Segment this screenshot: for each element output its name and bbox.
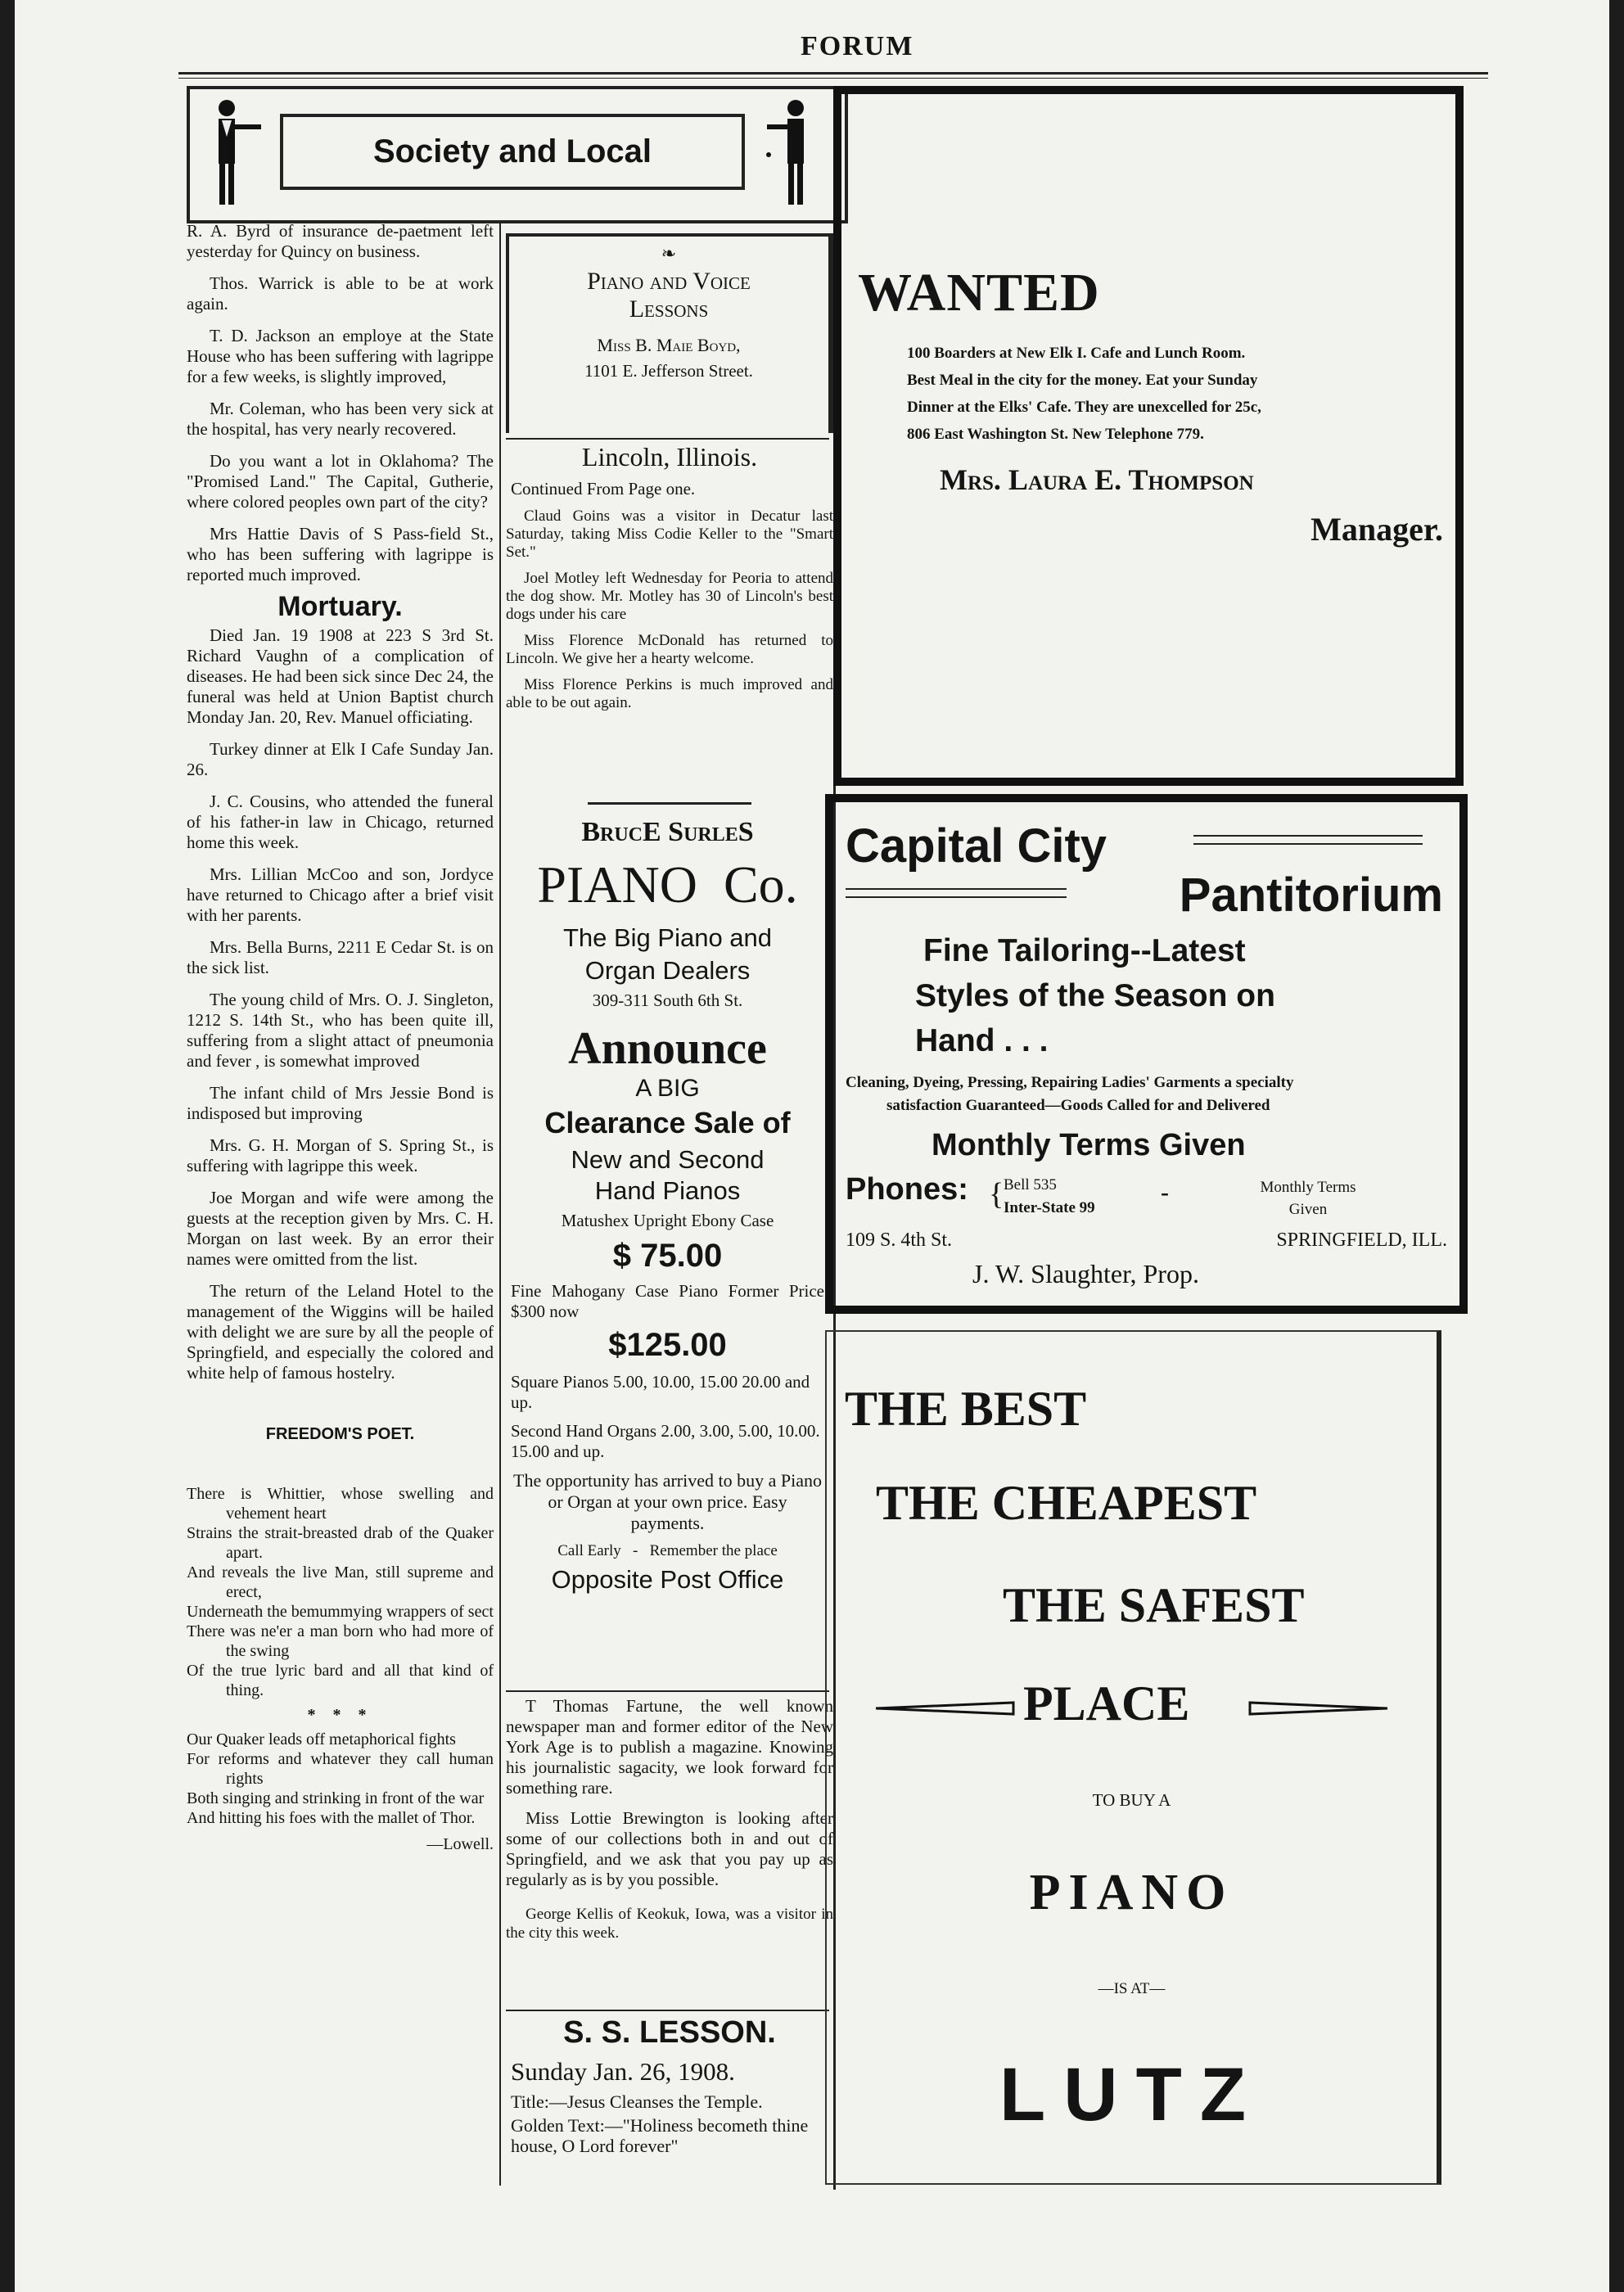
news-item: T. D. Jackson an employe at the State House who has been suffering with lagrippe for a few weeks, is slightly improved, [187,326,494,386]
wanted-heading: WANTED [858,263,1100,323]
rule [506,438,829,440]
cleaning-line: satisfaction Guaranteed—Goods Called for and Delivered [886,1097,1270,1114]
society-banner [187,86,848,223]
news-item: Joel Motley left Wednesday for Peoria to attend the dog show. Mr. Motley has 30 of Lincoln's best dogs under his care [506,570,833,623]
manager-name: Mrs. Laura E. Thompson [940,463,1254,496]
call-early: Call Early - Remember the place [557,1542,778,1559]
ss-lesson-golden-text: Golden Text:—"Holiness becometh thine house, O Lord forever" [511,2115,809,2156]
society-column [187,221,494,1854]
monthly-terms-small-1: Monthly Terms [1260,1179,1356,1196]
news-item: The young child of Mrs. O. J. Singleton, 1212 S. 14th St., who has been quite ill, suffering from a slight attact of pneumonia and fever , is somewhat improved [187,990,494,1071]
pantitorium-title-1: Capital City [846,819,1107,873]
waiter-left-icon [202,96,268,210]
new-second: New and Second [571,1145,765,1174]
newspaper-page [15,0,1609,2292]
rule [506,2010,829,2011]
poem-line: For reforms and whatever they call human rights [187,1750,494,1788]
news-item: Mrs. Lillian McCoo and son, Jordyce have returned to Chicago after a brief visit with her parents. [187,864,494,925]
rule [1193,843,1423,845]
dash: - [1161,1179,1169,1206]
to-buy-line: TO BUY A [1092,1790,1171,1810]
wanted-body [907,340,1261,448]
poem-line: There is Whittier, whose swelling and vehement heart [187,1485,494,1523]
pantitorium-address: 109 S. 4th St. [846,1229,953,1251]
wanted-line: 806 East Washington St. New Telephone 779. [907,426,1204,443]
cheapest-line: THE CHEAPEST [876,1476,1257,1530]
lincoln-column [506,442,833,712]
lessons-title: Lessons [629,296,709,323]
poem-line: Our Quaker leads off metaphorical fights [187,1730,456,1748]
ss-lesson [506,2015,833,2156]
ss-lesson-date: Sunday Jan. 26, 1908. [511,2057,735,2086]
news-item: Joe Morgan and wife were among the guests at the reception given by Mrs. C. H. Morgan on last week. By an error their names were omitted from the list. [187,1188,494,1269]
ss-lesson-title-line: Title:—Jesus Cleanses the Temple. [511,2091,763,2112]
company-name: PIANO Co. [537,855,798,914]
tailoring-line: Fine Tailoring--Latest [923,933,1246,968]
clearance-heading: Clearance Sale of [544,1106,791,1139]
safest-line: THE SAFEST [1003,1578,1305,1632]
news-item: Thos. Warrick is able to be at work again. [187,273,494,314]
news-item: Miss Florence Perkins is much improved and able to be out again. [506,676,833,711]
news-item: Mr. Coleman, who has been very sick at the hospital, has very nearly recovered. [187,399,494,439]
poem-line: Strains the strait-breasted drab of the Quaker apart. [187,1524,494,1562]
phones-label: Phones: [846,1172,968,1207]
wanted-line: Best Meal in the city for the money. Eat your Sunday [907,372,1258,389]
best-line: THE BEST [845,1382,1087,1436]
square-pianos: Square Pianos 5.00, 10.00, 15.00 20.00 and up. [511,1372,810,1412]
waiter-right-icon [759,96,824,210]
teacher-name: Miss B. Maie Boyd, [597,335,741,355]
monthly-terms-small-2: Given [1288,1201,1328,1218]
manager-title: Manager. [1310,511,1443,548]
ss-lesson-title: S. S. LESSON. [563,2015,776,2050]
rule [846,896,1067,898]
header-rule [178,72,1488,74]
news-item: Miss Lottie Brewington is looking after some of our collections both in and out of Springfield, and we ask that you pay up as regularly as is by you possible. [506,1808,833,1889]
news-item: The infant child of Mrs Jessie Bond is indisposed but improving [187,1083,494,1123]
poem [187,1484,494,1854]
teacher-address: 1101 E. Jefferson Street. [584,361,753,381]
rule [846,888,1067,890]
society-title: Society and Local [280,114,745,190]
mortuary-heading: Mortuary. [277,591,403,622]
dealer-name: BrucE SurleS [581,817,754,847]
price-125: $125.00 [608,1327,727,1363]
news-item: Died Jan. 19 1908 at 223 S 3rd St. Richard Vaughn of a complication of diseases. He had been sick since Dec 24, the funeral was held at Union Baptist church Monday Jan. 20, Rev. Manuel officiating. [187,625,494,727]
right-flourish-icon [1248,1696,1387,1721]
poem-line: Underneath the bemummying wrappers of sect [187,1603,494,1621]
ornament: ❧ [661,243,677,264]
tagline: Organ Dealers [584,956,751,985]
poem-separator: * * * [307,1706,373,1724]
proprietor: J. W. Slaughter, Prop. [972,1259,1199,1288]
monthly-terms-small [1230,1176,1386,1220]
pantitorium-city: SPRINGFIELD, ILL. [1276,1229,1447,1251]
piano-lessons-ad [506,233,833,433]
news-item: Turkey dinner at Elk I Cafe Sunday Jan. 26. [187,739,494,779]
poem-line: And hitting his foes with the mallet of Thor. [187,1809,476,1827]
news-item: Mrs Hattie Davis of S Pass-field St., who has been suffering with lagrippe is reported much improved. [187,524,494,584]
opportunity-text: The opportunity has arrived to buy a Piano or Organ at your own price. Easy payments. [513,1470,822,1533]
place-line: PLACE [1023,1676,1190,1730]
mahogany-line: Fine Mahogany Case Piano Former Price $300 now [511,1281,824,1321]
news-item: Mrs. G. H. Morgan of S. Spring St., is suffering with lagrippe this week. [187,1135,494,1175]
lessons-title: Piano and Voice [587,268,751,295]
wanted-line: 100 Boarders at New Elk I. Cafe and Lunch Room. [907,345,1246,362]
left-flourish-icon [876,1696,1015,1721]
poem-line: Of the true lyric bard and all that kind of thing. [187,1662,494,1699]
bell-phone: Bell 535 [1004,1176,1057,1193]
rule [588,802,751,805]
poem-signature: —Lowell. [426,1835,494,1853]
news-item: T Thomas Fartune, the well known newspaper man and former editor of the New York Age is to publish a magazine. Knowing his journalistic sagacity, we look forward for something rare. [506,1696,833,1798]
opposite-post-office: Opposite Post Office [551,1565,784,1594]
header-rule-thin [178,78,1488,79]
poem-line: There was ne'er a man born who had more of the swing [187,1622,494,1660]
news-item: R. A. Byrd of insurance de-paetment left yesterday for Quincy on business. [187,221,494,261]
news-item: J. C. Cousins, who attended the funeral of his father-in law in Chicago, returned home this week. [187,792,494,852]
news-item: Miss Florence McDonald has returned to Lincoln. We give her a hearty welcome. [506,632,833,667]
wanted-line: Dinner at the Elks' Cafe. They are unexcelled for 25c, [907,399,1261,416]
cleaning-line: Cleaning, Dyeing, Pressing, Repairing Ladies' Garments a specialty [846,1074,1294,1091]
matushex-line: Matushex Upright Ebony Case [561,1211,774,1230]
wanted-ad [833,86,1464,786]
column-divider [499,221,501,2186]
interstate-phone: Inter-State 99 [1004,1199,1095,1216]
poem-line: And reveals the live Man, still supreme and erect, [187,1563,494,1601]
masthead: FORUM [801,31,914,61]
news-item: Mrs. Bella Burns, 2211 E Cedar St. is on the sick list. [187,937,494,977]
hand-pianos: Hand Pianos [594,1176,741,1205]
pantitorium-title-2: Pantitorium [1179,869,1443,922]
news-item: George Kellis of Keokuk, Iowa, was a visitor in the city this week. [506,1906,833,1942]
tailoring-line: Hand . . . [915,1023,1049,1058]
second-hand-organs: Second Hand Organs 2.00, 3.00, 5.00, 10.00. 15.00 and up. [511,1421,820,1461]
continued-note: Continued From Page one. [511,479,696,499]
monthly-terms-heading: Monthly Terms Given [932,1128,1246,1162]
misc-news [506,1696,833,1942]
brace: { [989,1177,1004,1211]
pantitorium-ad [825,794,1468,1314]
rule [1193,835,1423,837]
dealer-address: 309-311 South 6th St. [592,990,743,1010]
is-at-line: —IS AT— [1098,1980,1166,1997]
price-75: $ 75.00 [612,1238,723,1274]
news-item: Do you want a lot in Oklahoma? The "Promised Land." The Capital, Gutherie, where colored peoples own part of the city? [187,451,494,512]
announce-heading: Announce [568,1023,767,1074]
news-item: The return of the Leland Hotel to the management of the Wiggins will be hailed with delight we are sure by all the people of Springfield, and especially the colored and white help of famous hostelry. [187,1281,494,1383]
poem-line: Both singing and strinking in front of the war [187,1789,485,1807]
news-item: Claud Goins was a visitor in Decatur last Saturday, taking Miss Codie Keller to the "Smart Set." [506,508,833,561]
lutz-name: LUTZ [999,2053,1265,2136]
tailoring-line: Styles of the Season on [915,978,1275,1013]
rule [506,1690,829,1692]
tagline: The Big Piano and [562,923,773,952]
lutz-ad [825,1330,1441,2185]
poem-title: FREEDOM'S POET. [265,1425,415,1443]
piano-line: PIANO [1029,1865,1234,1920]
abig-text: A BIG [635,1075,700,1102]
bruce-surles-ad [506,817,829,1595]
lincoln-heading: Lincoln, Illinois. [581,442,758,471]
